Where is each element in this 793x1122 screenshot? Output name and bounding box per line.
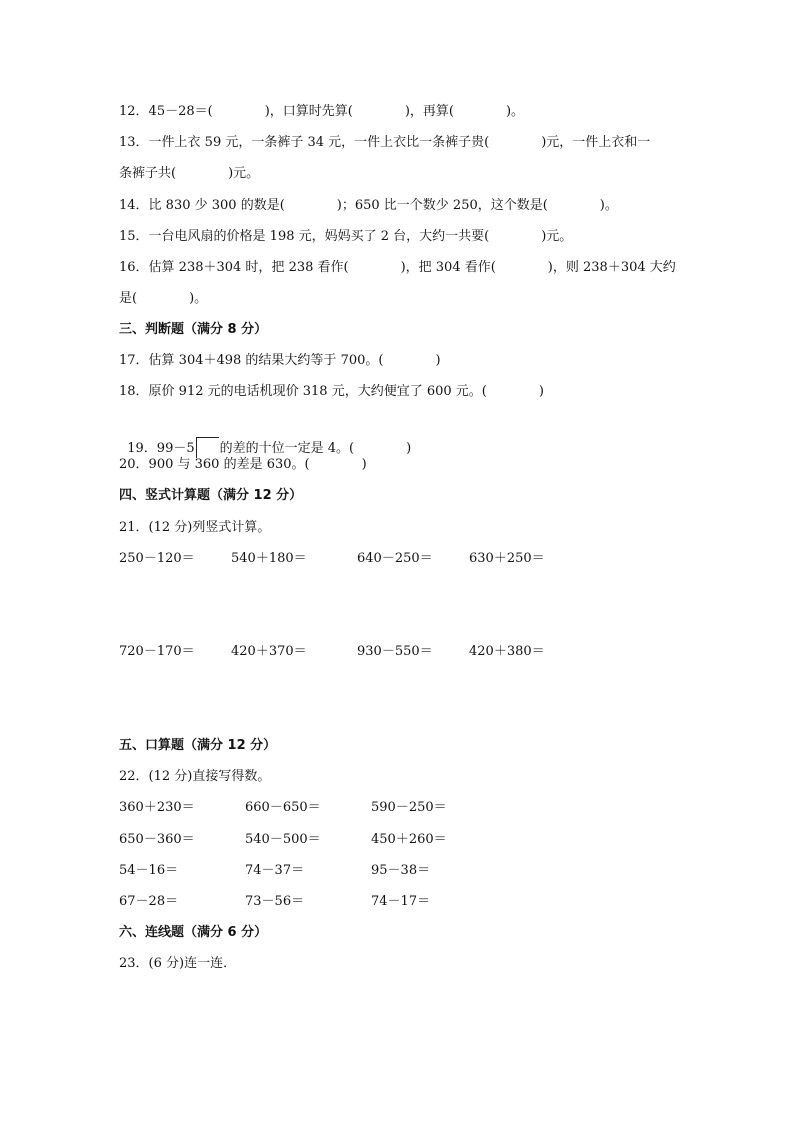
section-5-heading: 五、口算题（满分 12 分）: [119, 738, 277, 753]
question-15: 15．一台电风扇的价格是 198 元，妈妈买了 2 台，大约一共要( )元。: [119, 229, 573, 244]
q22-item-5: 540－500＝: [245, 832, 321, 847]
section-3-heading: 三、判断题（满分 8 分）: [119, 322, 268, 337]
section-4-heading: 四、竖式计算题（满分 12 分）: [119, 488, 303, 503]
blank-digit-box[interactable]: [196, 437, 219, 458]
question-13-line1: 13．一件上衣 59 元，一条裤子 34 元，一件上衣比一条裤子贵( )元，一件上衣和一: [119, 135, 651, 150]
question-16-line2: 是( )。: [119, 291, 208, 306]
q21-item-4: 630＋250＝: [469, 551, 545, 566]
question-21: 21．(12 分)列竖式计算。: [119, 520, 271, 535]
q22-item-1: 360＋230＝: [119, 800, 195, 815]
q22-item-12: 74－17＝: [371, 894, 431, 909]
q22-item-2: 660－650＝: [245, 800, 321, 815]
question-20: 20．900 与 360 的差是 630。( ): [119, 457, 367, 472]
question-23: 23．(6 分)连一连．: [119, 956, 237, 971]
q22-item-10: 67－28＝: [119, 894, 179, 909]
q21-item-6: 420＋370＝: [231, 644, 307, 659]
question-17: 17．估算 304＋498 的结果大约等于 700。( ): [119, 353, 441, 368]
question-19-suffix: 的差的十位一定是 4。( ): [219, 441, 412, 456]
question-19: [119, 421, 411, 458]
question-19-prefix: 19．99－5: [127, 441, 195, 456]
q22-item-9: 95－38＝: [371, 863, 431, 878]
q22-item-6: 450＋260＝: [371, 832, 447, 847]
q21-item-2: 540＋180＝: [231, 551, 307, 566]
question-12: 12．45－28＝( )，口算时先算( )，再算( )。: [119, 104, 525, 119]
q22-item-3: 590－250＝: [371, 800, 447, 815]
q22-item-8: 74－37＝: [245, 863, 305, 878]
question-16-line1: 16．估算 238＋304 时，把 238 看作( )，把 304 看作( )，则 238＋304 大约: [119, 260, 676, 275]
q22-item-7: 54－16＝: [119, 863, 179, 878]
q22-item-11: 73－56＝: [245, 894, 305, 909]
q21-item-8: 420＋380＝: [469, 644, 545, 659]
question-18: 18．原价 912 元的电话机现价 318 元，大约便宜了 600 元。( ): [119, 384, 544, 399]
question-13-line2: 条裤子共( )元。: [119, 166, 260, 181]
q21-item-5: 720－170＝: [119, 644, 195, 659]
question-14: 14．比 830 少 300 的数是( )；650 比一个数少 250，这个数是( )。: [119, 198, 618, 213]
section-6-heading: 六、连线题（满分 6 分）: [119, 925, 268, 940]
q21-item-7: 930－550＝: [357, 644, 433, 659]
q22-item-4: 650－360＝: [119, 832, 195, 847]
q21-item-1: 250－120＝: [119, 551, 195, 566]
q21-item-3: 640－250＝: [357, 551, 433, 566]
question-22: 22．(12 分)直接写得数。: [119, 769, 271, 784]
